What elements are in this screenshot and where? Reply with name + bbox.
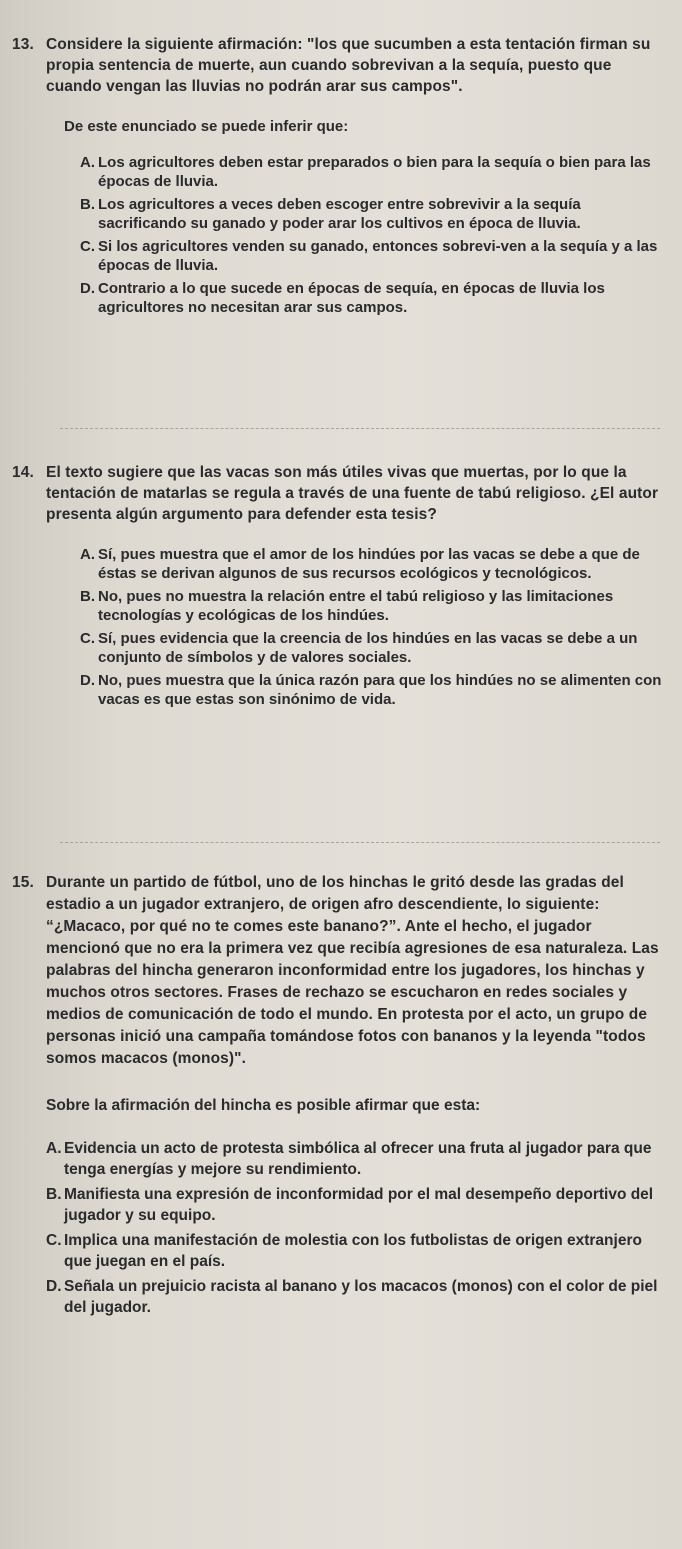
question-14 (12, 462, 662, 713)
option-letter: D. (46, 1278, 62, 1295)
option-d[interactable] (46, 1276, 662, 1318)
option-letter: C. (46, 1232, 62, 1249)
option-text: Sí, pues evidencia que la creencia de los hindúes en las vacas se debe a un conjunto de símbolos y de valores sociales. (98, 630, 638, 666)
option-text: Sí, pues muestra que el amor de los hindúes por las vacas se debe a que de éstas se derivan algunos de sus recursos ecológicos y tecnológicos. (98, 546, 640, 582)
question-prompt: De este enunciado se puede inferir que: (64, 118, 349, 135)
answer-options (46, 1138, 662, 1318)
option-text: No, pues no muestra la relación entre el tabú religioso y las limitaciones tecnologías y ecológicas de los hindúes. (98, 588, 614, 624)
option-d[interactable] (80, 671, 662, 709)
question-number: 15. (12, 874, 34, 891)
option-letter: A. (80, 546, 95, 563)
question-prompt: Sobre la afirmación del hincha es posible afirmar que esta: (46, 1097, 481, 1114)
option-text: Los agricultores deben estar preparados o bien para la sequía o bien para las épocas de lluvia. (98, 154, 651, 190)
question-number: 14. (12, 464, 34, 481)
option-text: Si los agricultores venden su ganado, entonces sobrevi-ven a la sequía y a las épocas de lluvia. (98, 238, 658, 274)
option-a[interactable] (80, 153, 662, 191)
option-b[interactable] (80, 587, 662, 625)
option-c[interactable] (80, 629, 662, 667)
option-c[interactable] (46, 1230, 662, 1272)
option-letter: B. (80, 588, 95, 605)
stem-text: Durante un partido de fútbol, uno de los hinchas le gritó desde las gradas del estadio a un jugador extranjero, de origen afro descendiente, lo siguiente: (46, 874, 624, 913)
question-stem (46, 872, 662, 1070)
option-c[interactable] (80, 237, 662, 275)
option-text: Señala un prejuicio racista al banano y los macacos (monos) con el color de piel del jugador. (64, 1278, 658, 1316)
section-divider (60, 428, 660, 429)
option-d[interactable] (80, 279, 662, 317)
option-text: Evidencia un acto de protesta simbólica al ofrecer una fruta al jugador para que tenga energías y mejore su rendimiento. (64, 1140, 652, 1178)
option-letter: D. (80, 672, 95, 689)
option-letter: D. (80, 280, 95, 297)
question-13 (12, 34, 662, 321)
section-divider (60, 842, 660, 843)
question-stem: El texto sugiere que las vacas son más útiles vivas que muertas, por lo que la tentación de matarlas se regula a través de una fuente de tabú religioso. ¿El autor presenta algún argumento para defender esta tesis? (46, 464, 659, 523)
stem-text: . Ante el hecho, el jugador mencionó que no era la primera vez que recibía agresiones de esa naturaleza. Las palabras del hincha generaron inconformidad entre los jugadores, los hinchas y muchos otros sectores. Frases de rechazo se escucharon en redes sociales y medios de comunicación de todo el mundo. En protesta por el acto, un grupo de personas inició una campaña tomándose fotos con bananos y la leyenda "todos somos macacos (monos)". (46, 918, 659, 1067)
option-letter: A. (46, 1140, 62, 1157)
option-letter: C. (80, 238, 95, 255)
option-b[interactable] (80, 195, 662, 233)
option-letter: A. (80, 154, 95, 171)
option-b[interactable] (46, 1184, 662, 1226)
option-letter: B. (80, 196, 95, 213)
option-letter: B. (46, 1186, 62, 1203)
question-stem: Considere la siguiente afirmación: "los que sucumben a esta tentación firman su propia sentencia de muerte, aun cuando sobrevivan a la sequía, puesto que cuando vengan las lluvias no podrán arar sus campos". (46, 36, 651, 95)
option-text: Los agricultores a veces deben escoger entre sobrevivir a la sequía sacrificando su ganado y poder arar los cultivos en época de lluvia. (98, 196, 581, 232)
option-a[interactable] (80, 545, 662, 583)
stem-quote: “¿Macaco, por qué no te comes este banano?” (46, 918, 397, 935)
option-letter: C. (80, 630, 95, 647)
question-number: 13. (12, 36, 34, 53)
question-15 (12, 872, 662, 1322)
option-text: Manifiesta una expresión de inconformidad por el mal desempeño deportivo del jugador y su equipo. (64, 1186, 654, 1224)
answer-options (46, 545, 662, 709)
answer-options (46, 153, 662, 317)
option-text: Contrario a lo que sucede en épocas de sequía, en épocas de lluvia los agricultores no necesitan arar sus campos. (98, 280, 605, 316)
option-text: No, pues muestra que la única razón para que los hindúes no se alimenten con vacas es que estas son sinónimo de vida. (98, 672, 662, 708)
option-text: Implica una manifestación de molestia con los futbolistas de origen extranjero que juegan en el país. (64, 1232, 642, 1270)
option-a[interactable] (46, 1138, 662, 1180)
